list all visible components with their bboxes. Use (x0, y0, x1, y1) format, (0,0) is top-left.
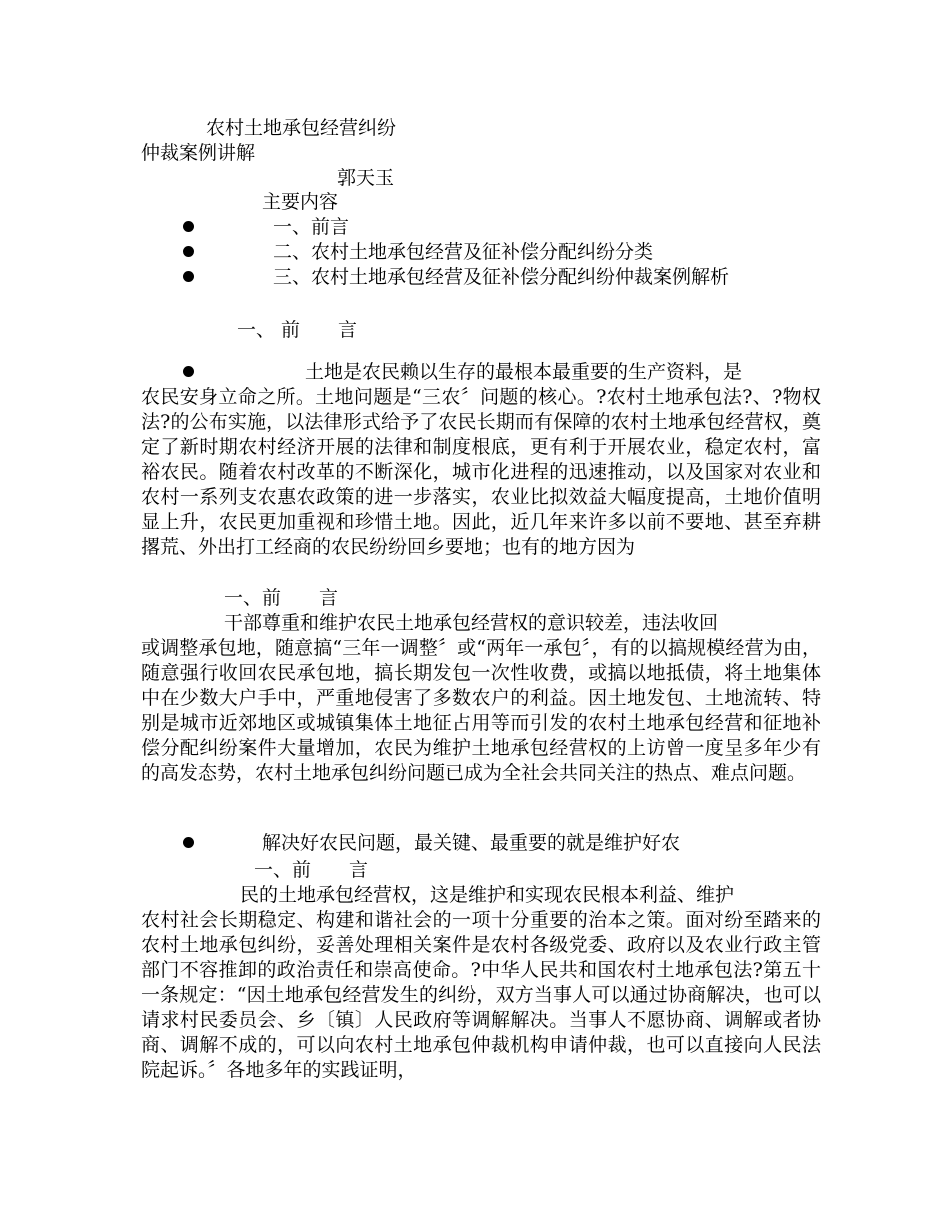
paragraph-2-first-line: 干部尊重和维护农民土地承包经营权的意识较差，违法收回 (224, 612, 719, 634)
repeat-heading-2: 一、前 言 (254, 859, 369, 881)
paragraph-4-text: 农村社会长期稳定、构建和谐社会的一项十分重要的治本之策。面对纷至踏来的农村土地承包纠纷，妥善处理相关案件是农村各级党委、政府以及农业行政主管部门不容推卸的政治责任和崇高使命。?中华人民共和国农村土地承包法?第五十一条规定：“因土地承包经营发生的纠纷，双方当事人可以通过协商解决，也可以请求村民委员会、乡〔镇〕人民政府等调解解决。当事人不愿协商、调解或者协商、调解不成的，可以向农村土地承包仲裁机构申请仲裁，也可以直接向人民法院起诉。〞各地多年的实践证明， (141, 909, 821, 1081)
paragraph-2-text: 或调整承包地，随意搞“三年一调整〞或“两年一承包〞，有的以搞规模经营为由，随意强行收回农民承包地，搞长期发包一次性收费，或搞以地抵债，将土地集体中在少数大户手中，严重地侵害了多数农户的利益。因土地发包、土地流转、特别是城市近郊地区或城镇集体土地征占用等而引发的农村土地承包经营和征地补偿分配纠纷案件大量增加，农民为维护土地承包经营权的上访曾一度呈多年少有的高发态势，农村土地承包纠纷问题已成为全社会共同关注的热点、难点问题。 (141, 637, 821, 784)
bullet-icon (183, 837, 194, 848)
bullet-icon (183, 366, 194, 377)
bullet-icon (183, 246, 194, 257)
title-line-1: 农村土地承包经营纠纷 (206, 117, 397, 139)
toc-item-1: 一、前言 (273, 216, 350, 238)
paragraph-3-first-line: 解决好农民问题，最关键、最重要的就是维护好农 (262, 832, 681, 854)
section-heading: 一、 前 言 (237, 319, 358, 341)
paragraph-2 (141, 636, 821, 786)
paragraph-1-first-line: 土地是农民赖以生存的最根本最重要的生产资料，是 (305, 361, 743, 383)
paragraph-1-text: 农民安身立命之所。土地问题是“三农〞问题的核心。?农村土地承包法?、?物权法?的公布实施，以法律形式给予了农民长期而有保障的农村土地承包经营权，奠定了新时期农村经济开展的法律和制度根底，更有利于开展农业，稳定农村，富裕农民。随着农村改革的不断深化，城市化进程的迅速推动，以及国家对农业和农村一系列支农惠农政策的进一步落实，农业比拟效益大幅度提高，土地价值明显上升，农民更加重视和珍惜土地。因此，近几年来许多以前不要地、甚至弃耕撂荒、外出打工经商的农民纷纷回乡要地；也有的地方因为 (141, 386, 821, 558)
paragraph-1 (141, 385, 821, 560)
author: 郭天玉 (337, 167, 395, 189)
title-line-2: 仲裁案例讲解 (141, 142, 256, 164)
toc-heading: 主要内容 (262, 191, 339, 213)
paragraph-4 (141, 908, 821, 1083)
paragraph-4-first-line: 民的土地承包经营权，这是维护和实现农民根本利益、维护 (240, 884, 735, 906)
toc-item-2: 二、农村土地承包经营及征补偿分配纠纷分类 (273, 241, 654, 263)
bullet-icon (183, 271, 194, 282)
bullet-icon (183, 221, 194, 232)
toc-item-3: 三、农村土地承包经营及征补偿分配纠纷仲裁案例解析 (273, 266, 730, 288)
repeat-heading-1: 一、前 言 (224, 587, 339, 609)
